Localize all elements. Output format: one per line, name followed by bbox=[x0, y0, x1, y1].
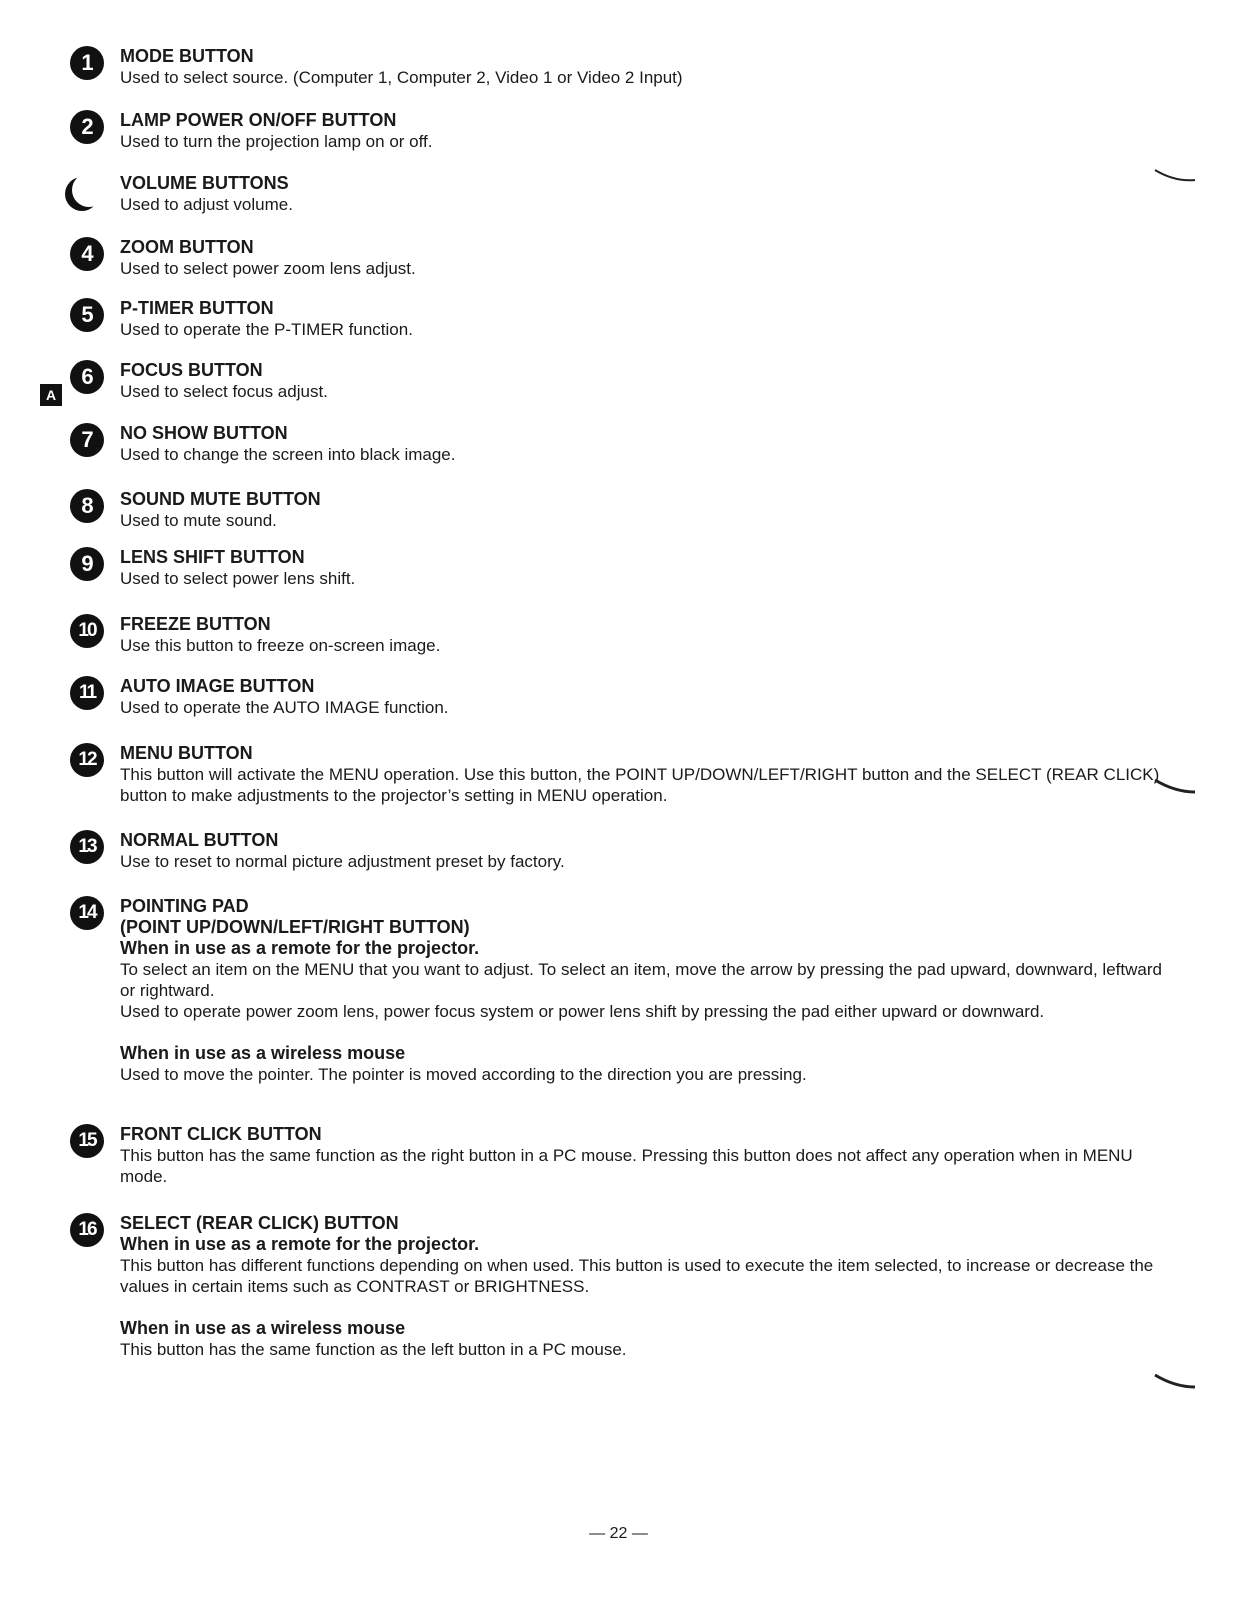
scan-smudge bbox=[1150, 160, 1200, 190]
item-subheading: When in use as a wireless mouse bbox=[120, 1318, 406, 1338]
item-title-line2: (POINT UP/DOWN/LEFT/RIGHT BUTTON) bbox=[120, 917, 470, 937]
scan-smudge bbox=[1150, 1365, 1200, 1395]
item-mode-button bbox=[70, 46, 1170, 88]
item-select-button bbox=[70, 1213, 1170, 1360]
item-description: Used to select source. (Computer 1, Computer 2, Video 1 or Video 2 Input) bbox=[120, 68, 683, 87]
side-marker: A bbox=[40, 384, 62, 406]
item-title: ZOOM BUTTON bbox=[120, 237, 254, 257]
item-lens-shift-button bbox=[70, 547, 1170, 589]
item-title: VOLUME BUTTONS bbox=[120, 173, 289, 193]
item-description: Used to mute sound. bbox=[120, 511, 277, 530]
item-description: Used to operate the AUTO IMAGE function. bbox=[120, 698, 449, 717]
item-description: This button will activate the MENU operation. Use this button, the POINT UP/DOWN/LEFT/RIGHT button and the SELECT (REAR CLICK) button to make adjustments to the projector’s setting in MENU operation. bbox=[120, 765, 1160, 805]
item-description: Use this button to freeze on-screen image. bbox=[120, 636, 441, 655]
number-badge: 13 bbox=[70, 830, 104, 864]
item-freeze-button bbox=[70, 614, 1170, 656]
item-title: FOCUS BUTTON bbox=[120, 360, 263, 380]
item-title: FREEZE BUTTON bbox=[120, 614, 271, 634]
number-badge: 9 bbox=[70, 547, 104, 581]
item-title: POINTING PAD bbox=[120, 896, 249, 916]
item-subheading: When in use as a remote for the projector. bbox=[120, 1234, 480, 1254]
item-title: AUTO IMAGE BUTTON bbox=[120, 676, 315, 696]
item-title: SOUND MUTE BUTTON bbox=[120, 489, 321, 509]
item-description: Used to select focus adjust. bbox=[120, 382, 328, 401]
item-description: Used to operate the P-TIMER function. bbox=[120, 320, 413, 339]
item-menu-button bbox=[70, 743, 1170, 806]
item-pointing-pad bbox=[70, 896, 1170, 1085]
item-description: Used to turn the projection lamp on or off. bbox=[120, 132, 433, 151]
item-description: This button has the same function as the right button in a PC mouse. Pressing this button does not affect any operation when in MENU mode. bbox=[120, 1146, 1133, 1186]
number-badge: 8 bbox=[70, 489, 104, 523]
item-description: Used to adjust volume. bbox=[120, 195, 293, 214]
item-volume-buttons bbox=[70, 173, 1170, 215]
item-lamp-power-button bbox=[70, 110, 1170, 152]
number-badge: 1 bbox=[70, 46, 104, 80]
item-subheading: When in use as a remote for the projector. bbox=[120, 938, 480, 958]
item-title: MENU BUTTON bbox=[120, 743, 253, 763]
item-description: Used to select power zoom lens adjust. bbox=[120, 259, 416, 278]
item-sound-mute-button bbox=[70, 489, 1170, 531]
number-badge: 5 bbox=[70, 298, 104, 332]
item-title: LENS SHIFT BUTTON bbox=[120, 547, 305, 567]
number-badge bbox=[70, 173, 104, 207]
number-badge: 11 bbox=[70, 676, 104, 710]
item-description: Used to change the screen into black image. bbox=[120, 445, 456, 464]
item-no-show-button bbox=[70, 423, 1170, 465]
number-badge: 16 bbox=[70, 1213, 104, 1247]
item-description: To select an item on the MENU that you want to adjust. To select an item, move the arrow by pressing the pad upward, downward, leftward or rightward. bbox=[120, 960, 1162, 1000]
scan-smudge bbox=[1150, 770, 1200, 800]
number-badge: 7 bbox=[70, 423, 104, 457]
item-description: Use to reset to normal picture adjustment preset by factory. bbox=[120, 852, 565, 871]
number-badge: 10 bbox=[70, 614, 104, 648]
item-title: NORMAL BUTTON bbox=[120, 830, 279, 850]
item-description: Used to select power lens shift. bbox=[120, 569, 356, 588]
item-front-click-button bbox=[70, 1124, 1170, 1187]
number-badge: 4 bbox=[70, 237, 104, 271]
item-title: SELECT (REAR CLICK) BUTTON bbox=[120, 1213, 399, 1233]
item-focus-button bbox=[70, 360, 1170, 402]
item-description: This button has different functions depending on when used. This button is used to execute the item selected, to increase or decrease the values in certain items such as CONTRAST or BRIGHTNESS. bbox=[120, 1256, 1154, 1296]
item-auto-image-button bbox=[70, 676, 1170, 718]
item-p-timer-button bbox=[70, 298, 1170, 340]
item-zoom-button bbox=[70, 237, 1170, 279]
item-description: Used to move the pointer. The pointer is moved according to the direction you are pressing. bbox=[120, 1065, 807, 1084]
number-badge: 2 bbox=[70, 110, 104, 144]
item-normal-button bbox=[70, 830, 1170, 872]
number-badge: 12 bbox=[70, 743, 104, 777]
page-number: — 22 — bbox=[589, 1525, 648, 1542]
item-subheading: When in use as a wireless mouse bbox=[120, 1043, 406, 1063]
item-title: NO SHOW BUTTON bbox=[120, 423, 288, 443]
number-badge: 6 bbox=[70, 360, 104, 394]
number-badge: 14 bbox=[70, 896, 104, 930]
item-description: This button has the same function as the left button in a PC mouse. bbox=[120, 1340, 627, 1359]
item-title: P-TIMER BUTTON bbox=[120, 298, 274, 318]
item-title: LAMP POWER ON/OFF BUTTON bbox=[120, 110, 397, 130]
item-description: Used to operate power zoom lens, power focus system or power lens shift by pressing the pad either upward or downward. bbox=[120, 1002, 1045, 1021]
number-badge: 15 bbox=[70, 1124, 104, 1158]
item-title: MODE BUTTON bbox=[120, 46, 254, 66]
item-title: FRONT CLICK BUTTON bbox=[120, 1124, 322, 1144]
